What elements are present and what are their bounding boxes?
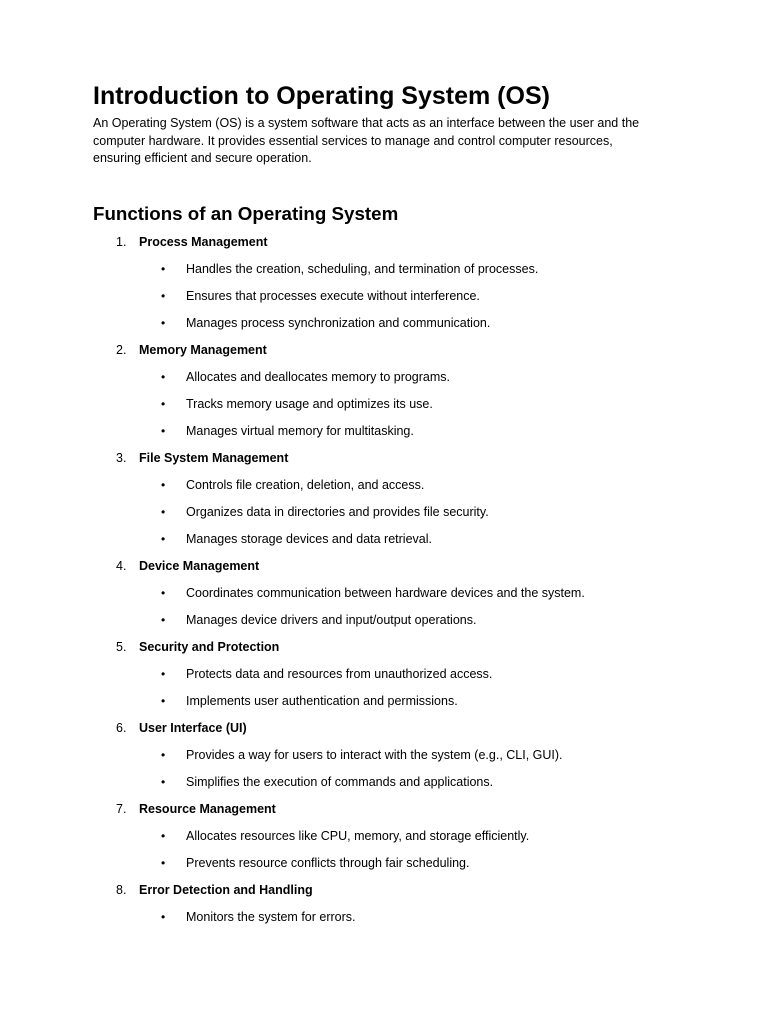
bullet-icon: • (161, 693, 166, 708)
function-section (93, 557, 673, 638)
bullet-text: Protects data and resources from unauthorized access. (186, 666, 493, 681)
bullet-text: Handles the creation, scheduling, and termination of processes. (186, 261, 539, 276)
bullet-icon: • (161, 315, 166, 330)
bullet-icon: • (161, 369, 166, 384)
bullet-text: Manages device drivers and input/output operations. (186, 612, 477, 627)
section-number: 1. (116, 234, 127, 249)
section-number: 6. (116, 720, 127, 735)
bullet-text: Provides a way for users to interact with the system (e.g., CLI, GUI). (186, 747, 563, 762)
list-item (93, 773, 673, 800)
bullet-icon: • (161, 504, 166, 519)
list-item (93, 476, 673, 503)
section-number: 4. (116, 558, 127, 573)
list-item (93, 395, 673, 422)
list-item (93, 665, 673, 692)
section-number: 5. (116, 639, 127, 654)
bullet-text: Monitors the system for errors. (186, 909, 356, 924)
bullet-text: Organizes data in directories and provides file security. (186, 504, 489, 519)
list-item (93, 422, 673, 449)
bullet-text: Manages process synchronization and communication. (186, 315, 491, 330)
section-title-row (93, 449, 673, 476)
bullet-text: Ensures that processes execute without interference. (186, 288, 480, 303)
intro-title: Introduction to Operating System (OS) (93, 82, 550, 110)
section-title-row (93, 638, 673, 665)
section-number: 7. (116, 801, 127, 816)
bullet-icon: • (161, 855, 166, 870)
bullet-icon: • (161, 747, 166, 762)
functions-title: Functions of an Operating System (93, 202, 399, 224)
bullet-icon: • (161, 423, 166, 438)
bullet-icon: • (161, 909, 166, 924)
bullet-icon: • (161, 666, 166, 681)
bullet-icon: • (161, 261, 166, 276)
list-item (93, 260, 673, 287)
list-item (93, 746, 673, 773)
section-title-row (93, 881, 673, 908)
list-item (93, 584, 673, 611)
intro-paragraph: An Operating System (OS) is a system software that acts as an interface between the user and the computer hardware. It provides essential services to manage and control computer resources, ensuring efficient and secure operation. (93, 116, 640, 165)
function-section (93, 719, 673, 800)
list-item (93, 314, 673, 341)
section-title: File System Management (139, 450, 289, 465)
list-item (93, 530, 673, 557)
bullet-icon: • (161, 477, 166, 492)
bullet-icon: • (161, 288, 166, 303)
function-section (93, 638, 673, 719)
section-number: 8. (116, 882, 127, 897)
function-section (93, 800, 673, 881)
functions-list (93, 233, 673, 935)
section-number: 2. (116, 342, 127, 357)
list-item (93, 827, 673, 854)
bullet-text: Allocates resources like CPU, memory, and storage efficiently. (186, 828, 530, 843)
section-title-row (93, 233, 673, 260)
section-title: Security and Protection (139, 639, 280, 654)
bullet-icon: • (161, 774, 166, 789)
bullet-icon: • (161, 828, 166, 843)
section-number: 3. (116, 450, 127, 465)
section-title-row (93, 557, 673, 584)
function-section (93, 233, 673, 341)
section-title-row (93, 719, 673, 746)
section-title-row (93, 341, 673, 368)
section-title-row (93, 800, 673, 827)
bullet-text: Coordinates communication between hardware devices and the system. (186, 585, 585, 600)
list-item (93, 854, 673, 881)
bullet-icon: • (161, 612, 166, 627)
list-item (93, 908, 673, 935)
function-section (93, 341, 673, 449)
section-title: Memory Management (139, 342, 267, 357)
bullet-icon: • (161, 585, 166, 600)
bullet-icon: • (161, 531, 166, 546)
list-item (93, 611, 673, 638)
list-item (93, 503, 673, 530)
function-section (93, 449, 673, 557)
list-item (93, 692, 673, 719)
bullet-text: Controls file creation, deletion, and access. (186, 477, 425, 492)
list-item (93, 368, 673, 395)
section-title: Process Management (139, 234, 268, 249)
bullet-text: Manages storage devices and data retrieval. (186, 531, 432, 546)
bullet-icon: • (161, 396, 166, 411)
list-item (93, 287, 673, 314)
bullet-text: Simplifies the execution of commands and applications. (186, 774, 494, 789)
document-page (93, 82, 673, 935)
bullet-text: Implements user authentication and permissions. (186, 693, 458, 708)
section-title: User Interface (UI) (139, 720, 247, 735)
section-title: Error Detection and Handling (139, 882, 313, 897)
function-section (93, 881, 673, 935)
section-title: Resource Management (139, 801, 276, 816)
bullet-text: Prevents resource conflicts through fair scheduling. (186, 855, 470, 870)
bullet-text: Manages virtual memory for multitasking. (186, 423, 414, 438)
section-title: Device Management (139, 558, 260, 573)
bullet-text: Allocates and deallocates memory to programs. (186, 369, 451, 384)
bullet-text: Tracks memory usage and optimizes its use. (186, 396, 433, 411)
